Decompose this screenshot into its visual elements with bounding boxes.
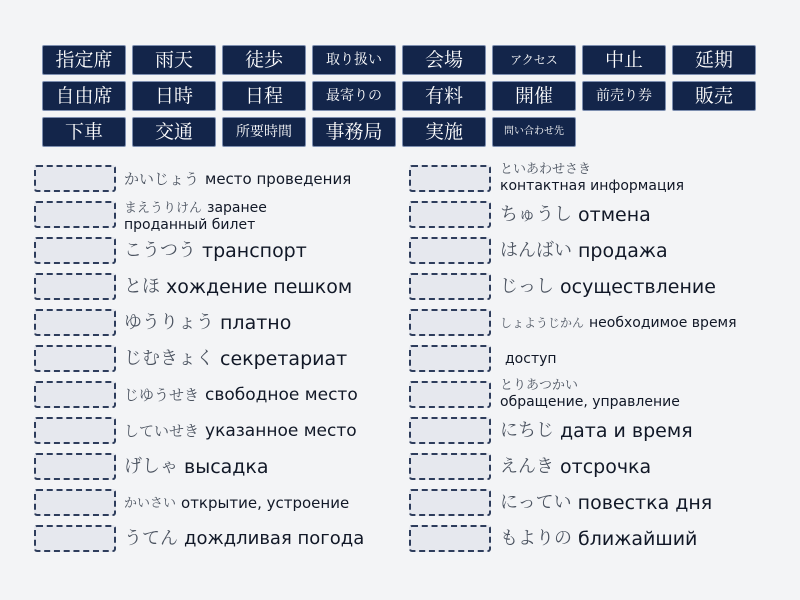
drop-slot-left-1[interactable]: [34, 165, 116, 192]
clue-kana: まえうりけん: [124, 200, 203, 216]
word-tile-shoyoujikan[interactable]: 所要時間: [222, 117, 306, 147]
drop-slot-right-3[interactable]: [409, 237, 491, 264]
clue-right-2: [500, 201, 651, 229]
clue-kana: じむきょく: [124, 348, 214, 369]
word-tile-toho[interactable]: 徒歩: [222, 45, 306, 75]
drop-slot-left-11[interactable]: [34, 525, 116, 552]
word-tile-access[interactable]: アクセス: [492, 45, 576, 75]
clue-translation: открытие, устроение: [181, 493, 350, 512]
drop-slot-left-5[interactable]: [34, 309, 116, 336]
word-tile-uten[interactable]: 雨天: [132, 45, 216, 75]
clue-kana: ちゅうし: [500, 204, 572, 225]
clue-translation: осуществление: [560, 275, 716, 298]
clue-right-6: [500, 345, 557, 373]
clue-translation: хождение пешком: [166, 275, 353, 298]
clue-kana: かいさい: [124, 495, 177, 511]
clue-kana: にちじ: [500, 420, 554, 441]
clue-kana: もよりの: [500, 528, 572, 549]
drop-slot-right-1[interactable]: [409, 165, 491, 192]
clue-left-2: まえうりけん заранее проданный билет: [124, 199, 267, 233]
clue-right-4: [500, 273, 716, 301]
clue-left-10: [124, 489, 349, 517]
clue-left-5: [124, 309, 291, 337]
drop-slot-left-2[interactable]: [34, 201, 116, 228]
clue-left-8: [124, 417, 357, 445]
word-tile-koutsuu[interactable]: 交通: [132, 117, 216, 147]
drop-slot-right-8[interactable]: [409, 417, 491, 444]
drop-slot-right-7[interactable]: [409, 381, 491, 408]
word-tile-jiyuuseki[interactable]: 自由席: [42, 81, 126, 111]
word-tile-moyorino[interactable]: 最寄りの: [312, 81, 396, 111]
clue-translation: указанное место: [205, 420, 357, 441]
clue-translation-line2: проданный билет: [124, 216, 256, 233]
clue-right-3: [500, 237, 668, 265]
clue-translation: секретариат: [220, 347, 348, 370]
drop-slot-left-4[interactable]: [34, 273, 116, 300]
clue-left-1: [124, 165, 351, 193]
clue-kana: じゆうせき: [124, 385, 200, 404]
clue-translation: отсрочка: [560, 455, 652, 478]
clue-kana: といあわせさき: [500, 162, 592, 177]
clue-left-3: [124, 237, 307, 265]
drop-slot-right-9[interactable]: [409, 453, 491, 480]
drop-slot-right-6[interactable]: [409, 345, 491, 372]
clue-kana: げしゃ: [124, 456, 178, 477]
clue-translation: место проведения: [205, 169, 352, 188]
clue-translation: ближайший: [578, 527, 698, 550]
drop-slot-right-5[interactable]: [409, 309, 491, 336]
word-tile-kaisai[interactable]: 開催: [492, 81, 576, 111]
drop-slot-left-6[interactable]: [34, 345, 116, 372]
drop-slot-right-2[interactable]: [409, 201, 491, 228]
clue-translation: необходимое время: [589, 315, 737, 331]
clue-kana: かいじょう: [124, 169, 200, 188]
clue-left-7: [124, 381, 358, 409]
word-tile-jisshi[interactable]: 実施: [402, 117, 486, 147]
clue-kana: にってい: [500, 492, 572, 513]
word-tile-enki[interactable]: 延期: [672, 45, 756, 75]
clue-right-1: [500, 160, 684, 196]
word-tile-nichiji[interactable]: 日時: [132, 81, 216, 111]
clue-kana: しょようじかん: [500, 316, 585, 330]
word-tile-maeuriken[interactable]: 前売り券: [582, 81, 666, 111]
word-tile-gesha[interactable]: 下車: [42, 117, 126, 147]
clue-left-9: [124, 453, 269, 481]
clue-translation: доступ: [505, 351, 557, 367]
word-tile-shiteiseki[interactable]: 指定席: [42, 45, 126, 75]
clue-kana: とりあつかい: [500, 378, 579, 393]
clue-kana: うてん: [124, 528, 178, 549]
clue-translation: отмена: [578, 203, 651, 226]
clue-translation: платно: [220, 311, 292, 334]
drop-slot-right-4[interactable]: [409, 273, 491, 300]
clue-kana: はんばい: [500, 240, 572, 261]
clue-right-10: [500, 489, 712, 517]
word-tile-nittei[interactable]: 日程: [222, 81, 306, 111]
clue-translation: контактная информация: [500, 178, 684, 194]
clue-translation: транспорт: [202, 239, 307, 262]
drop-slot-left-8[interactable]: [34, 417, 116, 444]
word-tile-kaijou[interactable]: 会場: [402, 45, 486, 75]
clue-translation: обращение, управление: [500, 394, 680, 410]
clue-kana: していせき: [124, 421, 200, 440]
drop-slot-left-9[interactable]: [34, 453, 116, 480]
clue-right-8: [500, 417, 693, 445]
word-tile-chuushi[interactable]: 中止: [582, 45, 666, 75]
clue-right-7: [500, 376, 680, 412]
clue-translation: дождливая погода: [184, 528, 365, 549]
word-tile-toiawasesaki[interactable]: 問い合わせ先: [492, 117, 576, 147]
clue-right-11: [500, 525, 697, 553]
clue-right-5: [500, 309, 737, 337]
clue-kana: とほ: [124, 276, 160, 297]
word-tile-jimukyoku[interactable]: 事務局: [312, 117, 396, 147]
clue-kana: じっし: [500, 276, 554, 297]
clue-left-6: [124, 345, 347, 373]
word-tile-toriatsukai[interactable]: 取り扱い: [312, 45, 396, 75]
drop-slot-left-10[interactable]: [34, 489, 116, 516]
clue-left-11: [124, 525, 364, 553]
clue-translation: повестка дня: [577, 491, 713, 514]
word-tile-yuuryou[interactable]: 有料: [402, 81, 486, 111]
drop-slot-left-7[interactable]: [34, 381, 116, 408]
clue-translation: свободное место: [205, 384, 358, 405]
clue-right-9: [500, 453, 651, 481]
clue-translation: дата и время: [560, 419, 693, 442]
clue-kana: えんき: [500, 456, 554, 477]
drop-slot-left-3[interactable]: [34, 237, 116, 264]
word-tile-hanbai[interactable]: 販売: [672, 81, 756, 111]
clue-kana: こうつう: [124, 240, 196, 261]
drop-slot-right-11[interactable]: [409, 525, 491, 552]
clue-translation: продажа: [578, 239, 668, 262]
clue-left-4: [124, 273, 352, 301]
drop-slot-right-10[interactable]: [409, 489, 491, 516]
clue-translation: высадка: [184, 455, 269, 478]
clue-kana: ゆうりょう: [124, 312, 214, 333]
